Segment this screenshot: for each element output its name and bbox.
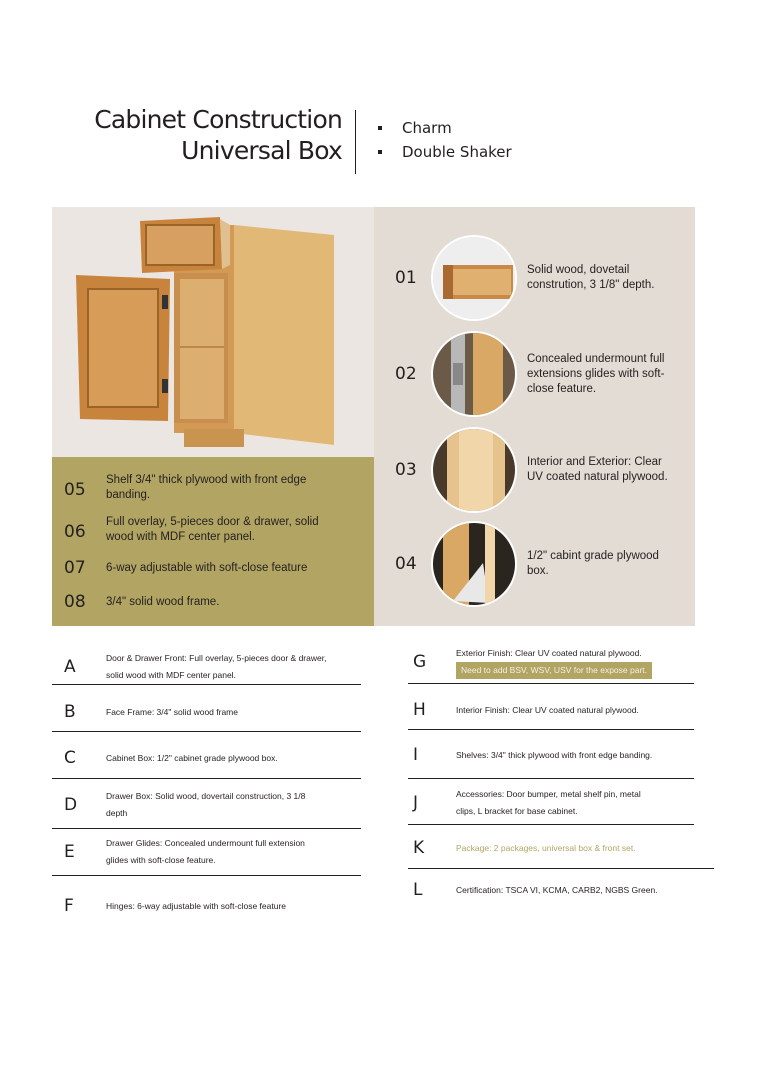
spec-text: Cabinet Box: 1/2" cabinet grade plywood box.	[106, 752, 278, 763]
feature-panel	[52, 207, 695, 626]
spec-row-a	[64, 650, 326, 684]
drawer-dovetail-photo-icon	[431, 235, 517, 321]
spec-divider	[408, 683, 694, 684]
spec-text: Exterior Finish: Clear UV coated natural plywood. Need to add BSV, WSV, USV for the expose part.	[456, 645, 652, 679]
spec-divider	[408, 778, 694, 779]
feature-number: 03	[395, 460, 417, 480]
spec-letter: D	[64, 795, 78, 815]
spec-letter: A	[64, 657, 76, 677]
spec-letter: H	[413, 700, 426, 720]
page-title	[60, 104, 342, 166]
spec-divider	[52, 875, 361, 876]
spec-divider	[408, 824, 694, 825]
spec-row-c	[64, 748, 278, 768]
spec-letter: C	[64, 748, 76, 768]
feature-text: Interior and Exterior: Clear UV coated natural plywood.	[527, 456, 668, 483]
feature-number: 08	[64, 592, 86, 612]
spec-letter: E	[64, 842, 75, 862]
feature-number: 02	[395, 364, 417, 384]
spec-text: Certification: TSCA VI, KCMA, CARB2, NGBS Green.	[456, 884, 658, 895]
variant-list	[378, 116, 512, 164]
plywood-interior-photo-icon	[431, 427, 517, 513]
variant-item: Charm	[378, 116, 512, 140]
title-divider	[355, 110, 356, 174]
feature-number: 06	[64, 522, 86, 542]
feature-text: 3/4" solid wood frame.	[106, 596, 220, 608]
spec-divider	[52, 828, 361, 829]
olive-feature-list	[52, 457, 374, 626]
spec-row-f	[64, 896, 286, 916]
spec-text: Hinges: 6-way adjustable with soft-close feature	[106, 900, 287, 911]
feature-text: 1/2" cabint grade plywood box.	[527, 550, 659, 577]
spec-letter: G	[413, 652, 427, 672]
cabinet-photo	[52, 207, 374, 457]
title-line-2: Universal Box	[181, 136, 342, 165]
spec-text: Drawer Glides: Concealed undermount full extension glides with soft-close feature.	[106, 838, 305, 865]
spec-divider	[52, 731, 361, 732]
feature-text: 6-way adjustable with soft-close feature	[106, 562, 308, 574]
spec-divider	[52, 684, 361, 685]
spec-letter: K	[413, 838, 425, 858]
spec-row-l	[413, 880, 658, 900]
bullet-icon	[378, 126, 382, 130]
feature-text: Full overlay, 5-pieces door & drawer, solid wood with MDF center panel.	[106, 516, 319, 543]
circle-feature-item	[395, 331, 677, 417]
spec-row-e	[64, 835, 305, 869]
plywood-box-photo-icon	[431, 521, 517, 607]
spec-row-d	[64, 788, 305, 822]
spec-text: Package: 2 packages, universal box & front set.	[456, 842, 636, 853]
spec-text: Door & Drawer Front: Full overlay, 5-pieces door & drawer, solid wood with MDF center panel.	[106, 653, 327, 680]
spec-text: Drawer Box: Solid wood, dovertail construction, 3 1/8 depth	[106, 791, 306, 818]
spec-row-k	[413, 838, 636, 858]
feature-number: 01	[395, 268, 417, 288]
spec-row-b	[64, 702, 238, 722]
circle-feature-item	[395, 521, 677, 607]
spec-row-j	[413, 786, 641, 820]
olive-feature-item	[64, 473, 331, 503]
feature-text: Solid wood, dovetail constrution, 3 1/8" depth.	[527, 264, 655, 291]
spec-letter: L	[413, 880, 423, 900]
spec-divider	[408, 868, 714, 869]
circle-feature-item	[395, 235, 677, 321]
feature-number: 05	[64, 480, 86, 500]
circle-feature-item	[395, 427, 677, 513]
spec-letter: F	[64, 896, 74, 916]
spec-row-i	[413, 745, 652, 765]
spec-text: Shelves: 3/4" thick plywood with front edge banding.	[456, 749, 653, 760]
spec-divider	[52, 778, 361, 779]
olive-feature-item	[64, 557, 331, 579]
feature-number: 07	[64, 558, 86, 578]
bullet-icon	[378, 150, 382, 154]
highlight-note: Need to add BSV, WSV, USV for the expose part.	[456, 662, 652, 679]
feature-text: Shelf 3/4" thick plywood with front edge banding.	[106, 474, 307, 501]
feature-text: Concealed undermount full extensions glides with soft-close feature.	[527, 352, 665, 395]
olive-feature-item	[64, 515, 331, 545]
drawer-glide-photo-icon	[431, 331, 517, 417]
spec-row-h	[413, 700, 639, 720]
title-line-1: Cabinet Construction	[94, 105, 342, 134]
spec-text: Interior Finish: Clear UV coated natural plywood.	[456, 704, 639, 715]
variant-item: Double Shaker	[378, 140, 512, 164]
feature-number: 04	[395, 554, 417, 574]
olive-feature-item	[64, 591, 331, 613]
spec-row-g	[413, 645, 652, 679]
spec-text: Face Frame: 3/4" solid wood frame	[106, 706, 238, 717]
spec-letter: B	[64, 702, 76, 722]
spec-divider	[408, 729, 694, 730]
spec-letter: I	[413, 745, 419, 765]
spec-letter: J	[413, 793, 419, 813]
spec-text: Accessories: Door bumper, metal shelf pin, metal clips, L bracket for base cabinet.	[456, 789, 641, 816]
